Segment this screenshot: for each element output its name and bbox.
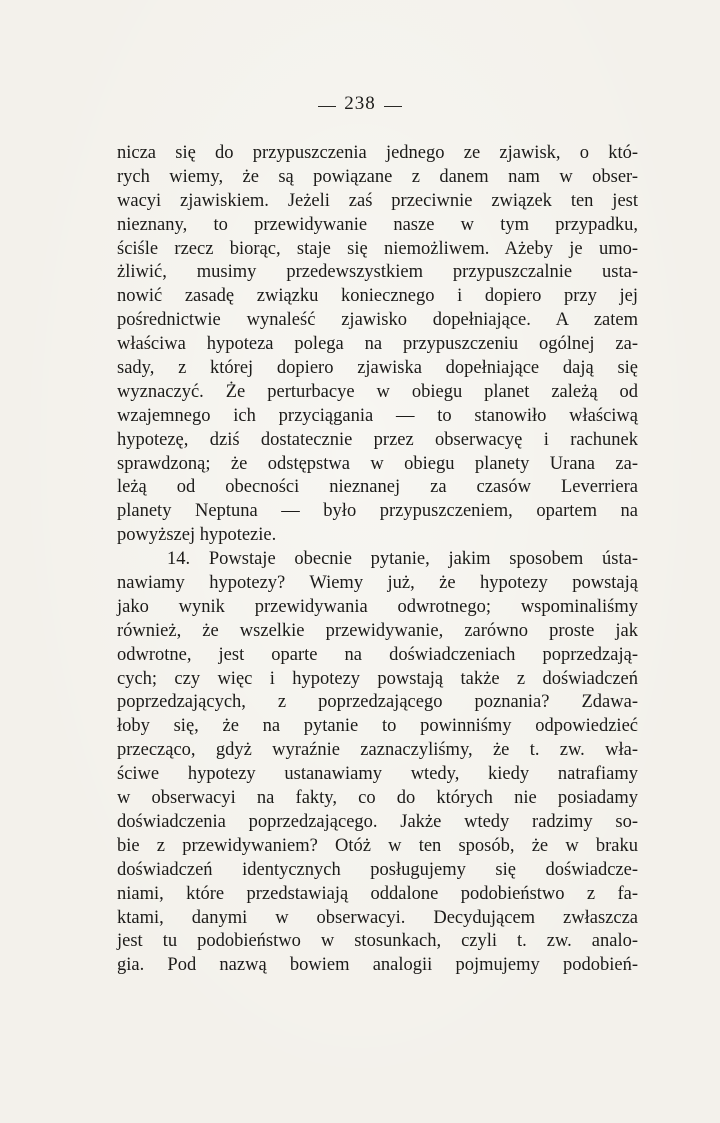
text-line: wzajemnego ich przyciągania — to stanowiło właściwą xyxy=(117,405,638,426)
text-line: pośrednictwie wynaleść zjawisko dopełniające. A zatem xyxy=(117,310,638,331)
text-line: ściwe hypotezy ustanawiamy wtedy, kiedy natrafiamy xyxy=(117,764,638,785)
text-line: rych wiemy, że są powiązane z danem nam w obser- xyxy=(117,166,638,187)
text-line: sprawdzoną; że odstępstwa w obiegu planety Urana za- xyxy=(117,453,638,474)
text-line: doświadczenia poprzedzającego. Jakże wtedy radzimy so- xyxy=(117,811,638,832)
text-line: żliwić, musimy przedewszystkiem przypuszczalnie usta- xyxy=(117,262,638,283)
text-line: wacyi zjawiskiem. Jeżeli zaś przeciwnie związek ten jest xyxy=(117,190,638,211)
running-head xyxy=(0,93,720,115)
text-line: odwrotne, jest oparte na doświadczeniach poprzedzają- xyxy=(117,644,638,665)
left-dash xyxy=(318,106,336,107)
text-line: powyższej hypotezie. xyxy=(117,525,277,546)
text-line: poprzedzających, z poprzedzającego poznania? Zdawa- xyxy=(117,692,638,713)
text-line: ktami, danymi w obserwacyi. Decydującem zwłaszcza xyxy=(117,907,638,928)
text-line: wyznaczyć. Że perturbacye w obiegu planet zależą od xyxy=(117,381,638,402)
text-line: jako wynik przewidywania odwrotnego; wspominaliśmy xyxy=(117,596,638,617)
text-line: 14. Powstaje obecnie pytanie, jakim sposobem ústa- xyxy=(167,549,638,570)
text-line: doświadczeń identycznych posługujemy się doświadcze- xyxy=(117,859,638,880)
text-line: gia. Pod nazwą bowiem analogii pojmujemy podobień- xyxy=(117,955,638,976)
text-line: nawiamy hypotezy? Wiemy już, że hypotezy powstają xyxy=(117,573,638,594)
text-line: niami, które przedstawiają oddalone podobieństwo z fa- xyxy=(117,883,638,904)
text-line: hypotezę, dziś dostatecznie przez obserwacyę i rachunek xyxy=(117,429,638,450)
text-line: nieznany, to przewidywanie nasze w tym przypadku, xyxy=(117,214,638,235)
text-line: cych; czy więc i hypotezy powstają także z doświadczeń xyxy=(117,668,638,689)
page-number: 238 xyxy=(344,93,376,114)
text-line: planety Neptuna — było przypuszczeniem, opartem na xyxy=(117,501,638,522)
text-line: również, że wszelkie przewidywanie, zarówno proste jak xyxy=(117,620,638,641)
text-line: ściśle rzecz biorąc, staje się niemożliwem. Ażeby je umo- xyxy=(117,238,638,259)
text-line: przecząco, gdyż wyraźnie zaznaczyliśmy, że t. zw. wła- xyxy=(117,740,638,761)
text-line: jest tu podobieństwo w stosunkach, czyli t. zw. analo- xyxy=(117,931,638,952)
text-line: właściwa hypoteza polega na przypuszczeniu ogólnej za- xyxy=(117,334,638,355)
body-text xyxy=(117,142,638,978)
right-dash xyxy=(384,106,402,107)
text-line: łoby się, że na pytanie to powinniśmy odpowiedzieć xyxy=(117,716,638,737)
text-line: leżą od obecności nieznanej za czasów Leverriera xyxy=(117,477,638,498)
text-line: w obserwacyi na fakty, co do których nie posiadamy xyxy=(117,788,638,809)
text-line: bie z przewidywaniem? Otóż w ten sposób, że w braku xyxy=(117,835,638,856)
text-line: nicza się do przypuszczenia jednego ze zjawisk, o któ- xyxy=(117,143,638,163)
text-line: sady, z której dopiero zjawiska dopełniające dają się xyxy=(117,358,638,379)
text-line: nowić zasadę związku koniecznego i dopiero przy jej xyxy=(117,286,638,307)
